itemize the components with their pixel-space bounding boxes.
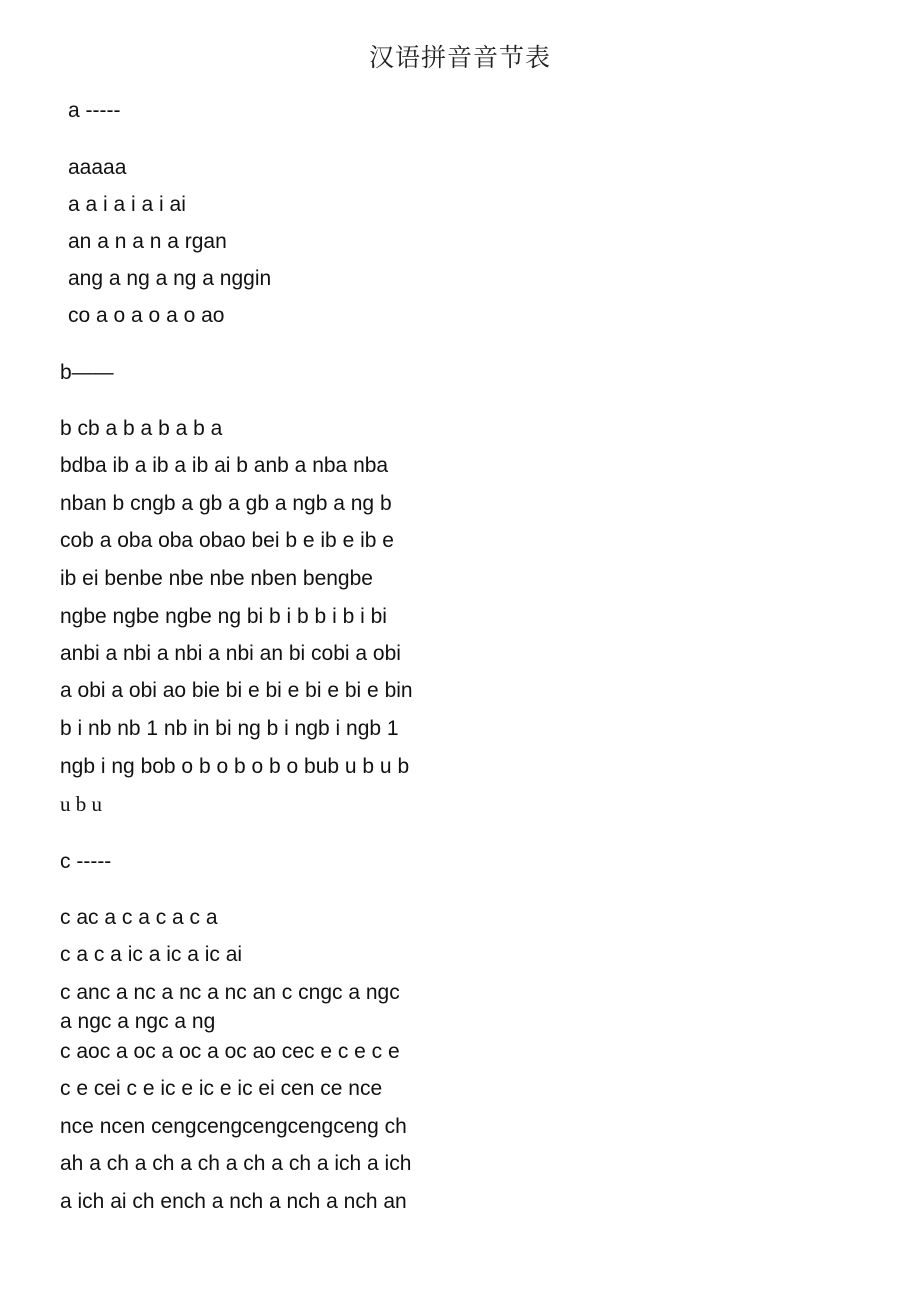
section-a-line-5: co a o a o a o ao [68,304,225,327]
section-c-line-3: c anc a nc a nc a nc an c cngc a ngc [60,981,400,1004]
section-b-line-1: b cb a b a b a b a [60,417,223,440]
section-a-line-2: a a i a i a i ai [68,193,186,216]
section-b-line-2: bdba ib a ib a ib ai b anb a nba nba [60,454,389,477]
section-b-heading: b—— [60,361,114,384]
section-c-line-2: c a c a ic a ic a ic ai [60,943,243,966]
section-c-line-9: a ich ai ch ench a nch a nch a nch an [60,1190,407,1213]
section-a-line-1: aaaaa [68,156,127,179]
section-b-line-10: ngb i ng bob o b o b o b o bub u b u b [60,755,410,778]
section-b-line-6: ngbe ngbe ngbe ng bi b i b b i b i bi [60,605,387,628]
section-b-line-4: cob a oba oba obao bei b e ib e ib e [60,529,394,552]
section-c-line-1: c ac a c a c a c a [60,906,218,929]
section-a-line-3: an a n a n a rgan [68,230,227,253]
document-title: 汉语拼音音节表 [368,43,551,72]
section-c-line-5: c aoc a oc a oc a oc ao cec e c e c e [60,1040,400,1063]
section-c-line-8: ah a ch a ch a ch a ch a ch a ich a ich [60,1152,412,1175]
section-a-heading: a ----- [68,99,121,122]
section-c-line-4: a ngc a ngc a ng [60,1010,216,1033]
section-c-line-7: nce ncen cengcengcengcengceng ch [60,1115,407,1138]
section-b-line-5: ib ei benbe nbe nbe nben bengbe [60,567,373,590]
section-b-line-9: b i nb nb 1 nb in bi ng b i ngb i ngb 1 [60,717,399,740]
section-c-line-6: c e cei c e ic e ic e ic ei cen ce nce [60,1077,383,1100]
section-b-line-7: anbi a nbi a nbi a nbi an bi cobi a obi [60,642,401,665]
section-a-line-4: ang a ng a ng a nggin [68,267,272,290]
section-b-line-8: a obi a obi ao bie bi e bi e bi e bi e bin [60,679,413,702]
section-b-line-3: nban b cngb a gb a gb a ngb a ng b [60,492,392,515]
section-b-line-11: u b u [60,792,102,816]
section-c-heading: c ----- [60,850,112,873]
